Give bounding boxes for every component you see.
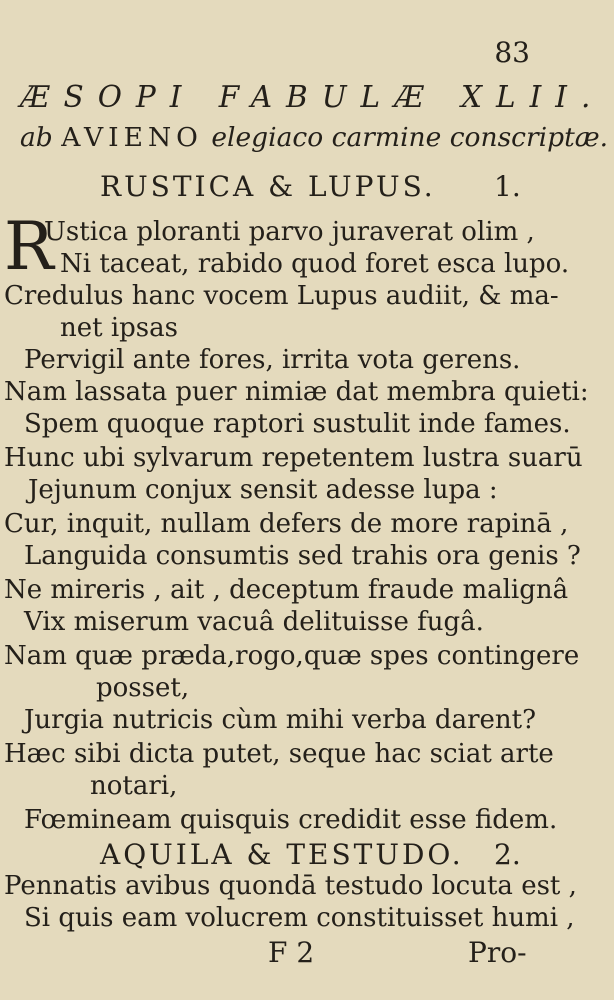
verse-line: Pervigil ante fores, irrita vota gerens.: [24, 345, 521, 375]
subtitle-prefix: ab: [20, 122, 53, 153]
subtitle-suffix: elegiaco carmine conscriptæ.: [211, 122, 609, 153]
verse-line: Pennatis avibus quondā testudo locuta est ,: [4, 871, 577, 901]
page-number: 83: [494, 36, 530, 69]
signature-mark: F 2: [268, 936, 315, 969]
catchword: Pro-: [468, 936, 527, 969]
verse-line: Ne mireris , ait , deceptum fraude malignâ: [4, 575, 569, 605]
fable-title-1: RUSTICA & LUPUS.: [100, 170, 436, 203]
fable-number-2: 2.: [494, 838, 521, 871]
verse-line: Nam lassata puer nimiæ dat membra quieti:: [4, 377, 589, 407]
verse-line: Hunc ubi sylvarum repetentem lustra suarū: [4, 443, 583, 473]
verse-line: Si quis eam volucrem constituisset humi ,: [24, 903, 575, 933]
verse-line: Vix miserum vacuâ delituisse fugâ.: [24, 607, 484, 637]
subtitle-author: AVIENO: [61, 122, 203, 153]
subtitle: [20, 122, 608, 153]
verse-line: Fœmineam quisquis credidit esse fidem.: [24, 805, 558, 835]
verse-line: Ustica ploranti parvo juraverat olim ,: [44, 217, 535, 247]
main-title: ÆSOPI FABULÆ XLII.: [20, 80, 605, 114]
drop-cap: R: [4, 208, 54, 285]
verse-line: Jurgia nutricis cùm mihi verba darent?: [24, 705, 537, 735]
verse-line: Languida consumtis sed trahis ora genis ?: [24, 541, 581, 571]
verse-line: notari,: [90, 771, 178, 801]
verse-line: Credulus hanc vocem Lupus audiit, & ma-: [4, 281, 559, 311]
verse-line: net ipsas: [60, 313, 178, 343]
verse-line: Cur, inquit, nullam defers de more rapinā ,: [4, 509, 569, 539]
verse-line: posset,: [96, 673, 190, 703]
verse-line: Jejunum conjux sensit adesse lupa :: [28, 475, 498, 505]
verse-line: Spem quoque raptori sustulit inde fames.: [24, 409, 571, 439]
verse-line: Ni taceat, rabido quod foret esca lupo.: [60, 249, 570, 279]
verse-line: Hæc sibi dicta putet, seque hac sciat arte: [4, 739, 554, 769]
verse-line: Nam quæ præda,rogo,quæ spes contingere: [4, 641, 580, 671]
fable-title-2: AQUILA & TESTUDO.: [100, 838, 464, 871]
fable-number-1: 1.: [494, 170, 521, 203]
